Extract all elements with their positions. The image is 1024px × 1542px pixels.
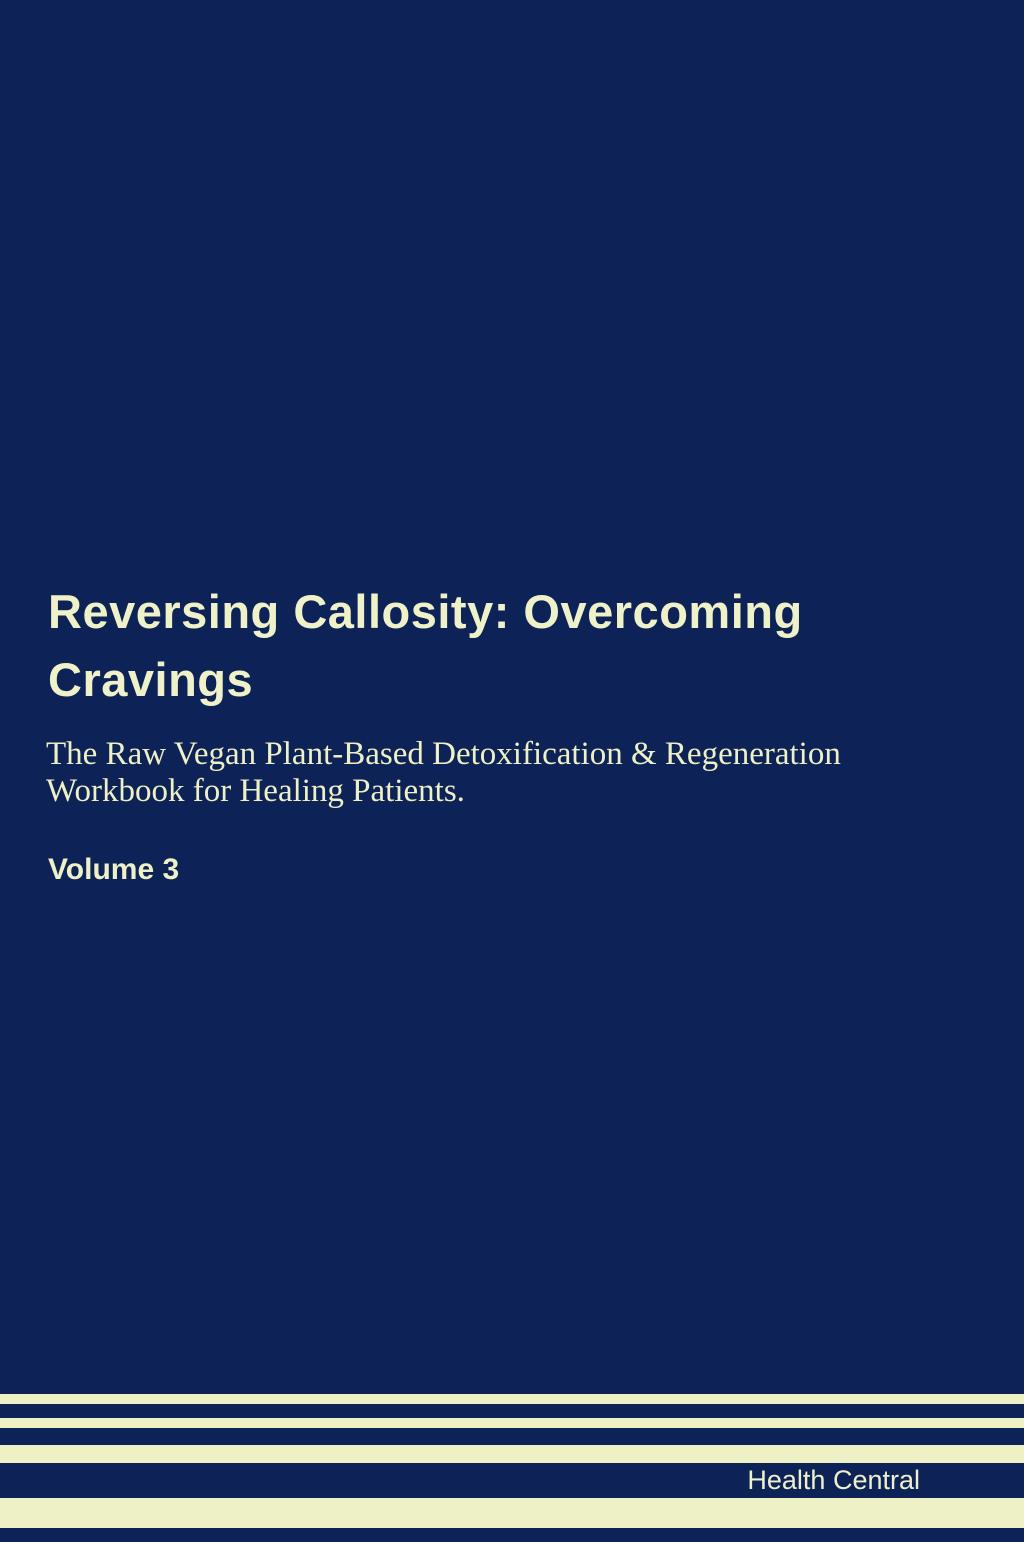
footer-stripe-thin-2 [0,1418,1024,1428]
footer-stripe-thin-1 [0,1394,1024,1404]
publisher-band [0,1463,1024,1498]
book-title: Reversing Callosity: Overcoming Cravings [48,585,803,706]
publisher-name: Health Central [747,1465,920,1495]
book-subtitle: The Raw Vegan Plant-Based Detoxification & Regeneration Workbook for Healing Patients. [46,736,841,809]
footer-stripe-wide [0,1498,1024,1528]
volume-label: Volume 3 [48,853,180,886]
footer-stripe-medium [0,1445,1024,1463]
